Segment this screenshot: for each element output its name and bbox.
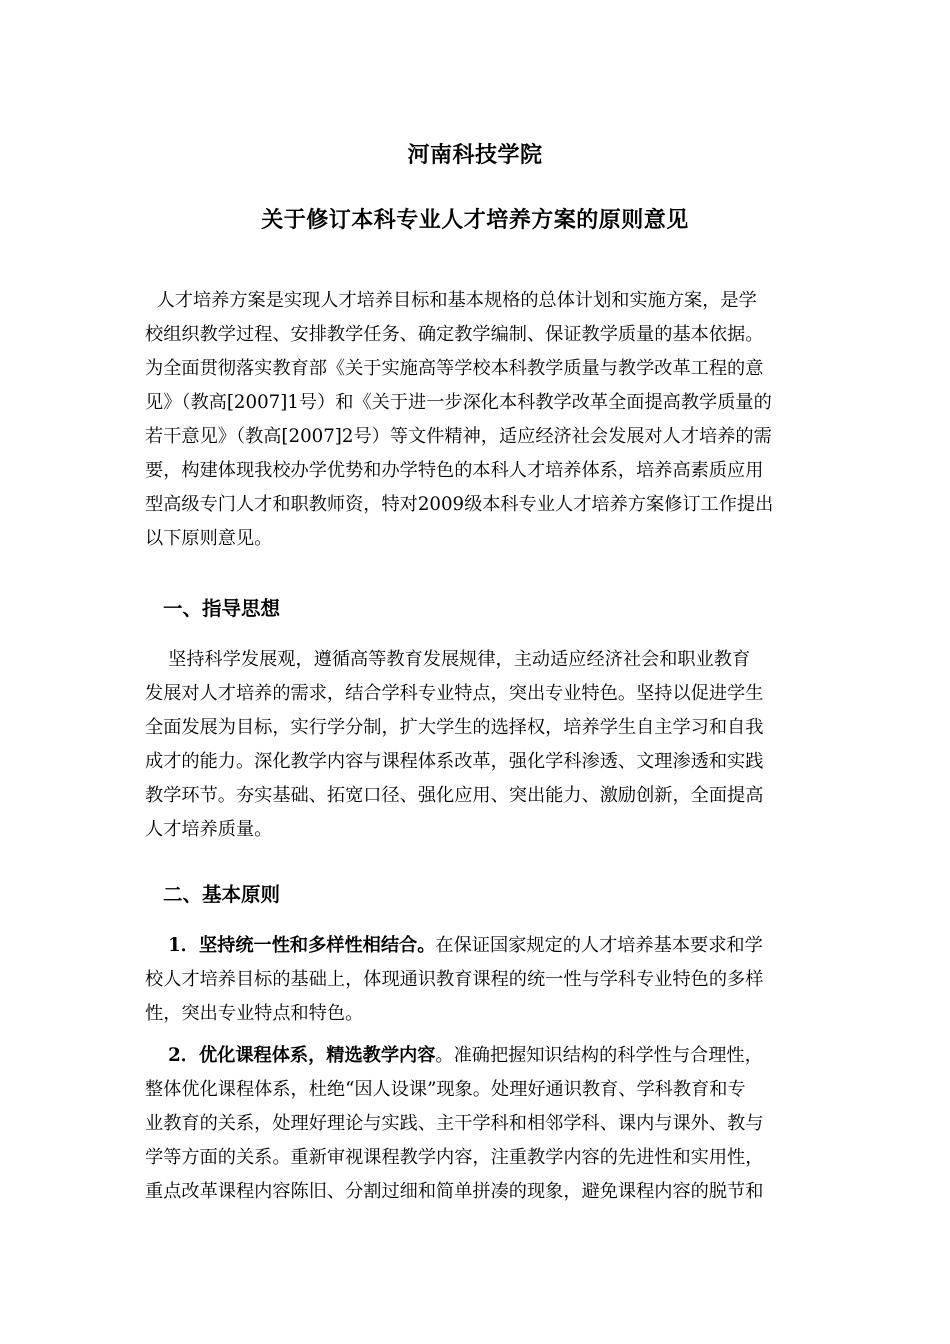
intro-paragraph <box>145 284 810 556</box>
paragraph-line: 整体优化课程体系，杜绝“因人设课”现象。处理好通识教育、学科教育和专 <box>145 1079 746 1100</box>
intro-line: 见》（教高[2007]1号）和《关于进一步深化本科教学改革全面提高教学质量的 <box>145 392 772 413</box>
intro-line: 为全面贯彻落实教育部《关于实施高等学校本科教学质量与教学改革工程的意 <box>145 358 764 379</box>
principle-item-title: 1．坚持统一性和多样性相结合。 <box>168 935 436 956</box>
paragraph-line: 人才培养质量。 <box>145 819 273 840</box>
intro-line: 型高级专门人才和职教师资，特对2009级本科专业人才培养方案修订工作提出 <box>145 494 774 515</box>
intro-line: 校组织教学过程、安排教学任务、确定教学编制、保证教学质量的基本依据。 <box>145 324 764 345</box>
section-heading: 二、基本原则 <box>163 883 281 906</box>
paragraph-line: 校人才培养目标的基础上，体现通识教育课程的统一性与学科专业特色的多样 <box>145 969 764 990</box>
section-heading-basic-principles <box>145 878 810 912</box>
principle-item-1 <box>145 929 810 1031</box>
page-title: 河南科技学院 <box>407 143 543 168</box>
section-heading-guiding-ideology <box>145 592 810 626</box>
paragraph-line: 教学环节。夯实基础、拓宽口径、强化应用、突出能力、激励创新，全面提高 <box>145 785 764 806</box>
document-subtitle: 关于修订本科专业人才培养方案的原则意见 <box>261 208 689 233</box>
paragraph-line: 学等方面的关系。重新审视课程教学内容，注重教学内容的先进性和实用性， <box>145 1147 764 1168</box>
intro-line: 要，构建体现我校办学优势和办学特色的本科人才培养体系，培养高素质应用 <box>145 460 764 481</box>
paragraph-line: 业教育的关系，处理好理论与实践、主干学科和相邻学科、课内与课外、教与 <box>145 1113 764 1134</box>
intro-line: 人才培养方案是实现人才培养目标和基本规格的总体计划和实施方案，是学 <box>145 290 757 311</box>
paragraph-line: 成才的能力。深化教学内容与课程体系改革，强化学科渗透、文理渗透和实践 <box>145 751 764 772</box>
intro-line: 若干意见》（教高[2007]2号）等文件精神，适应经济社会发展对人才培养的需 <box>145 426 772 447</box>
paragraph-line: 坚持科学发展观，遵循高等教育发展规律，主动适应经济社会和职业教育 <box>145 649 751 670</box>
paragraph-line: 性，突出专业特点和特色。 <box>145 1003 364 1024</box>
intro-line: 以下原则意见。 <box>145 528 273 549</box>
paragraph-text: 在保证国家规定的人才培养基本要求和学 <box>435 935 763 956</box>
principle-item-2 <box>145 1039 810 1209</box>
paragraph-line: 发展对人才培养的需求，结合学科专业特点，突出专业特色。坚持以促进学生 <box>145 683 764 704</box>
paragraph-line: 重点改革课程内容陈旧、分割过细和简单拼凑的现象，避免课程内容的脱节和 <box>145 1181 764 1202</box>
principle-item-title: 2．优化课程体系，精选教学内容 <box>168 1045 436 1066</box>
paragraph-text: 。准确把握知识结构的科学性与合理性， <box>435 1045 763 1066</box>
section-heading: 一、指导思想 <box>163 597 281 620</box>
paragraph-line: 全面发展为目标，实行学分制，扩大学生的选择权，培养学生自主学习和自我 <box>145 717 764 738</box>
guiding-ideology-paragraph <box>145 643 810 847</box>
